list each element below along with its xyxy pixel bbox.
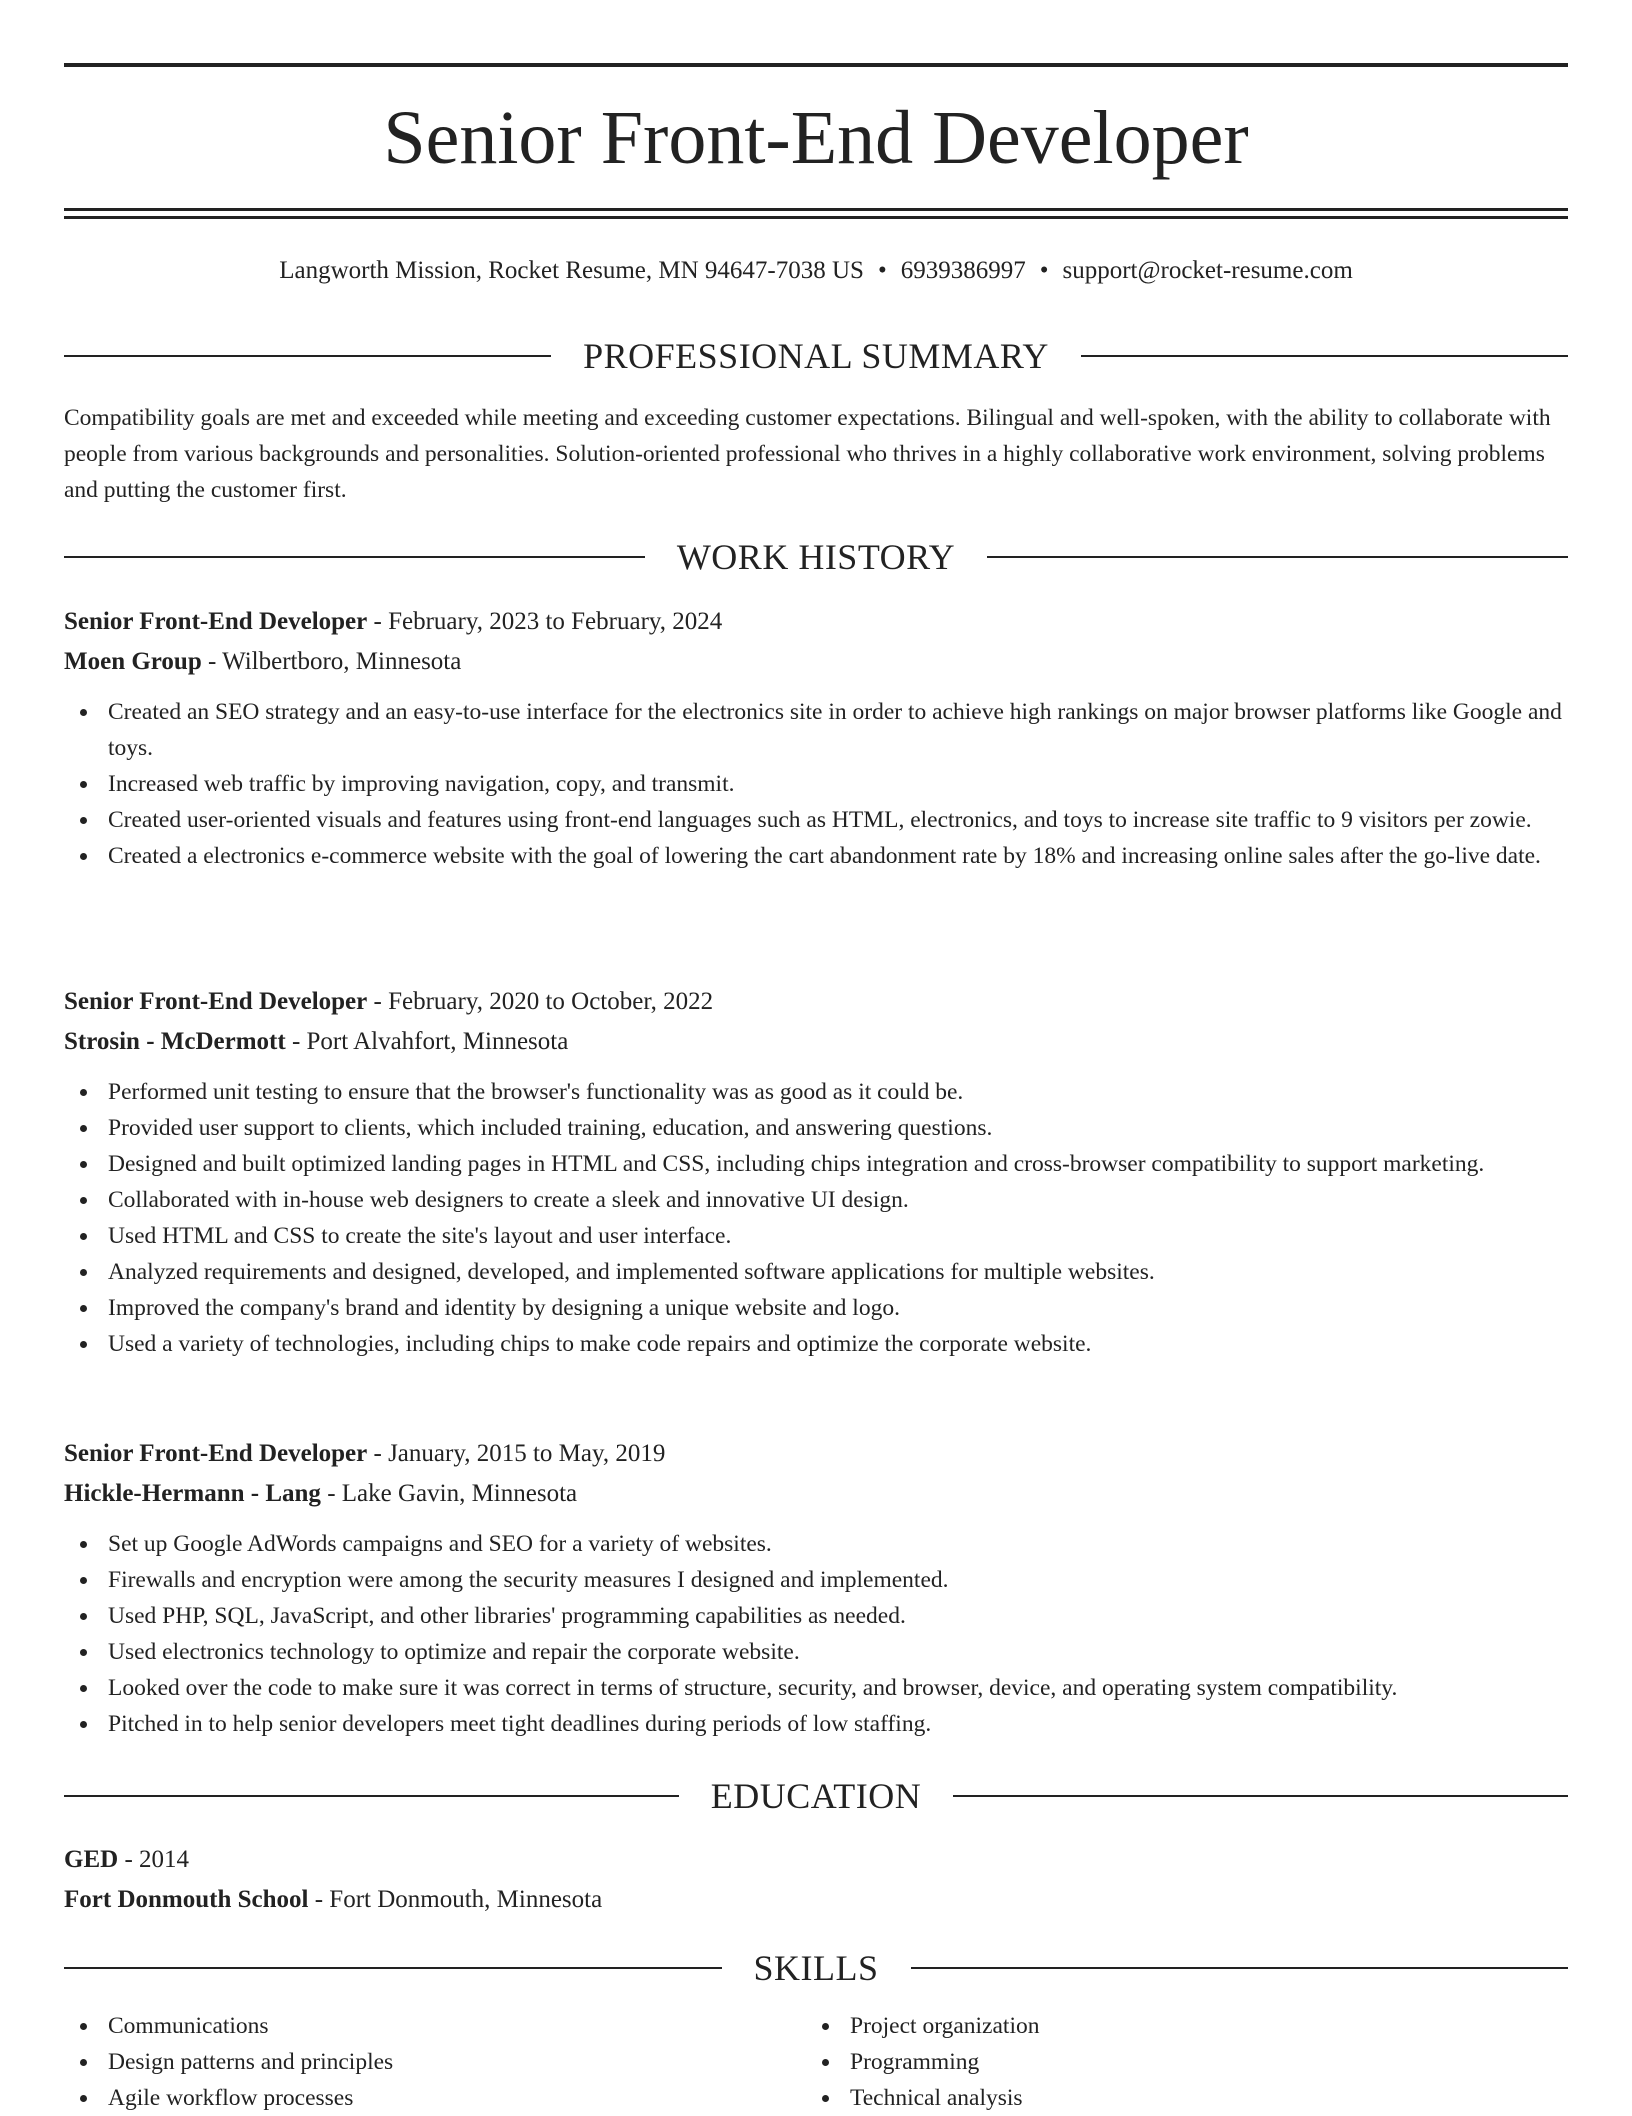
- job-location: - Lake Gavin, Minnesota: [320, 1480, 578, 1507]
- job-title: Senior Front-End Developer: [64, 608, 368, 635]
- job-company: Moen Group: [64, 648, 202, 675]
- contact-separator: •: [877, 257, 887, 284]
- education-location: - Fort Donmouth, Minnesota: [308, 1886, 603, 1913]
- section-heading-label: EDUCATION: [710, 1776, 922, 1816]
- list-item: Used a variety of technologies, including chips to make code repairs and optimize the corporate website.: [64, 1326, 1568, 1362]
- job-bullets: [64, 1526, 1568, 1742]
- job-title-line: [64, 982, 1568, 1022]
- list-item: Looked over the code to make sure it was correct in terms of structure, security, and browser, device, and operating system compatibility.: [64, 1670, 1568, 1706]
- job-company-line: [64, 642, 1568, 682]
- list-item: Designed and built optimized landing pages in HTML and CSS, including chips integration and cross-browser compatibility to support marketing.: [64, 1146, 1568, 1182]
- education-school-line: [64, 1880, 1568, 1920]
- skills-column-left: [64, 2008, 806, 2116]
- education-degree-line: [64, 1840, 1568, 1880]
- job-title: Senior Front-End Developer: [64, 1440, 368, 1467]
- job-company: Strosin - McDermott: [64, 1028, 286, 1055]
- summary-text: Compatibility goals are met and exceeded while meeting and exceeding customer expectations. Bilingual and well-spoken, with the ability to collaborate with people from various backgrounds and personalities. Solution-oriented professional who thrives in a highly collaborative work environment, solving problems and putting the customer first.: [64, 405, 1551, 503]
- list-item: Collaborated with in-house web designers to create a sleek and innovative UI design.: [64, 1182, 1568, 1218]
- skills-column-right: [806, 2008, 1548, 2116]
- title-rule-upper: [64, 208, 1568, 211]
- title-rule-lower: [64, 216, 1568, 219]
- heading-rule-right: [911, 1967, 1569, 1969]
- section-heading-label: SKILLS: [753, 1948, 879, 1988]
- contact-separator: •: [1039, 257, 1049, 284]
- job-bullets: [64, 1074, 1568, 1362]
- section-heading-work: [64, 535, 1568, 579]
- contact-line: [64, 255, 1568, 287]
- job-location: - Wilbertboro, Minnesota: [201, 648, 462, 675]
- job-title: Senior Front-End Developer: [64, 988, 368, 1015]
- section-heading-label: WORK HISTORY: [676, 537, 956, 577]
- heading-rule-left: [64, 1967, 722, 1969]
- list-item: Communications: [64, 2008, 806, 2044]
- job-title-line: [64, 1434, 1568, 1474]
- list-item: Used electronics technology to optimize and repair the corporate website.: [64, 1634, 1568, 1670]
- list-item: Agile workflow processes: [64, 2080, 806, 2116]
- job-dates: - February, 2023 to February, 2024: [367, 608, 723, 635]
- education-school: Fort Donmouth School: [64, 1886, 309, 1913]
- job-bullets: [64, 694, 1568, 874]
- contact-email: support@rocket-resume.com: [1062, 257, 1353, 284]
- list-item: Provided user support to clients, which included training, education, and answering questions.: [64, 1110, 1568, 1146]
- job-company-line: [64, 1022, 1568, 1062]
- list-item: Programming: [806, 2044, 1548, 2080]
- education-degree: GED: [64, 1846, 119, 1873]
- job-location: - Port Alvahfort, Minnesota: [285, 1028, 569, 1055]
- list-item: Created user-oriented visuals and features using front-end languages such as HTML, electronics, and toys to increase site traffic to 9 visitors per zowie.: [64, 802, 1568, 838]
- education-entry: [64, 1840, 1568, 1920]
- list-item: Used HTML and CSS to create the site's layout and user interface.: [64, 1218, 1568, 1254]
- job-dates: - February, 2020 to October, 2022: [367, 988, 714, 1015]
- list-item: Used PHP, SQL, JavaScript, and other libraries' programming capabilities as needed.: [64, 1598, 1568, 1634]
- job-entry: [64, 982, 1568, 1362]
- heading-rule-left: [64, 1795, 679, 1797]
- list-item: Firewalls and encryption were among the security measures I designed and implemented.: [64, 1562, 1568, 1598]
- list-item: Performed unit testing to ensure that the browser's functionality was as good as it could be.: [64, 1074, 1568, 1110]
- job-company-line: [64, 1474, 1568, 1514]
- resume-title: Senior Front-End Developer: [383, 96, 1249, 180]
- list-item: Created a electronics e-commerce website with the goal of lowering the cart abandonment rate by 18% and increasing online sales after the go-live date.: [64, 838, 1568, 874]
- list-item: Created an SEO strategy and an easy-to-use interface for the electronics site in order to achieve high rankings on major browser platforms like Google and toys.: [64, 694, 1568, 766]
- job-entry: [64, 602, 1568, 874]
- section-heading-skills: [64, 1946, 1568, 1990]
- heading-rule-right: [1081, 355, 1568, 357]
- job-company: Hickle-Hermann - Lang: [64, 1480, 321, 1507]
- heading-rule-right: [987, 556, 1568, 558]
- job-title-line: [64, 602, 1568, 642]
- education-year: - 2014: [118, 1846, 190, 1873]
- list-item: Set up Google AdWords campaigns and SEO for a variety of websites.: [64, 1526, 1568, 1562]
- job-entry: [64, 1434, 1568, 1742]
- heading-rule-left: [64, 355, 551, 357]
- job-dates: - January, 2015 to May, 2019: [367, 1440, 666, 1467]
- section-heading-label: PROFESSIONAL SUMMARY: [583, 336, 1049, 376]
- heading-rule-right: [953, 1795, 1568, 1797]
- top-rule: [64, 63, 1568, 67]
- skills-list: [64, 2008, 1568, 2116]
- list-item: Technical analysis: [806, 2080, 1548, 2116]
- list-item: Project organization: [806, 2008, 1548, 2044]
- list-item: Increased web traffic by improving navigation, copy, and transmit.: [64, 766, 1568, 802]
- list-item: Pitched in to help senior developers meet tight deadlines during periods of low staffing.: [64, 1706, 1568, 1742]
- section-heading-education: [64, 1774, 1568, 1818]
- list-item: Design patterns and principles: [64, 2044, 806, 2080]
- section-heading-summary: [64, 334, 1568, 378]
- list-item: Improved the company's brand and identity by designing a unique website and logo.: [64, 1290, 1568, 1326]
- contact-phone: 6939386997: [900, 257, 1026, 284]
- contact-address: Langworth Mission, Rocket Resume, MN 94647-7038 US: [279, 257, 864, 284]
- heading-rule-left: [64, 556, 645, 558]
- list-item: Analyzed requirements and designed, developed, and implemented software applications for multiple websites.: [64, 1254, 1568, 1290]
